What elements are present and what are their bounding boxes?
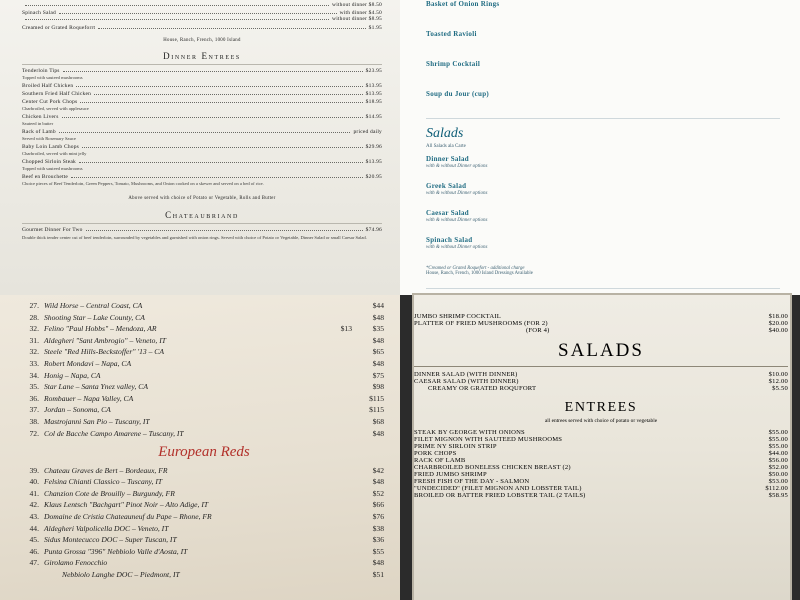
- board-content: [414, 313, 788, 499]
- dressings-note: House, Ranch, French, 1000 Island: [163, 38, 241, 43]
- list-item: Broiled Half Chicken $13.95: [22, 83, 382, 89]
- list-item: 72. Col de Bacche Campo Amarene – Tuscany, IT $48: [29, 428, 384, 438]
- panel-top-left-menu: [0, 0, 400, 295]
- list-item: 40. Felsina Chianti Classico – Tuscany, IT $48: [29, 477, 384, 487]
- menu-row: Spinach Salad with dinner $4.50: [22, 10, 382, 16]
- list-item: Dinner Salad with & without Dinner options: [426, 155, 488, 169]
- list-item: 32. Steele "Red Hills-Beckstoffer" '13 – CA $65: [29, 347, 384, 357]
- dressings-note: House, Ranch, French, 1000 Island Dressings Available: [426, 271, 533, 276]
- list-item: STEAK BY GEORGE WITH ONIONS $55.00: [414, 429, 788, 436]
- salads-heading: Salads: [426, 126, 464, 141]
- list-item: PLATTER OF FRIED MUSHROOMS (FOR 2) $20.00: [414, 320, 788, 327]
- list-item: 41. Chanzion Cote de Brouilly – Burgundy, FR $52: [29, 488, 384, 498]
- entree-list: [22, 68, 382, 188]
- salads-heading: SALADS: [558, 340, 644, 361]
- list-item: PRIME NY SIRLOIN STRIP $55.00: [414, 443, 788, 450]
- menu-row: without dinner $8.50: [22, 2, 382, 8]
- list-item: "UNDECIDED" (FILET MIGNON AND LOBSTER TAIL) $112.00: [414, 485, 788, 492]
- list-item: 43. Domaine de Cristia Chateauneuf du Pape – Rhone, FR $76: [29, 511, 384, 521]
- appetizer-salad-column: [426, 0, 780, 314]
- list-item: 27. Wild Horse – Central Coast, CA $44: [29, 301, 384, 310]
- list-item: 46. Punta Grossa "396" Nebbiolo Valle d'Aosta, IT $55: [29, 546, 384, 556]
- list-item: BROILED OR BATTER FRIED LOBSTER TAIL (2 TAILS) $58.95: [414, 492, 788, 499]
- dinner-entrees-heading: Dinner Entrees: [163, 51, 241, 61]
- list-item: Baby Loin Lamb Chops $29.96 Charbroiled, served with mint jelly: [22, 144, 382, 156]
- divider: [426, 288, 780, 289]
- list-item: 34. Honig – Napa, CA $75: [29, 370, 384, 380]
- divider: [22, 64, 382, 65]
- list-item: CAESAR SALAD (WITH DINNER) $12.00: [414, 378, 788, 385]
- wine-list: [24, 301, 384, 581]
- list-item: 36. Rombauer – Napa Valley, CA $115: [29, 393, 384, 403]
- list-item: Caesar Salad with & without Dinner options: [426, 209, 488, 223]
- list-item: Shrimp Cocktail: [426, 60, 481, 68]
- list-item: 33. Robert Mondavi – Napa, CA $48: [29, 358, 384, 368]
- list-item: CREAMY OR GRATED ROQUFORT $5.50: [428, 385, 788, 392]
- list-item: 35. Star Lane – Santa Ynez valley, CA $98: [29, 382, 384, 392]
- list-item: 28. Shooting Star – Lake County, CA $48: [29, 312, 384, 322]
- list-item: 45. Sidus Montecucco DOC – Super Tuscan, IT $36: [29, 535, 384, 545]
- list-item: FILET MIGNON WITH SAUTEED MUSHROOMS $55.00: [414, 436, 788, 443]
- list-item: Toasted Ravioli: [426, 30, 477, 38]
- top-salad-rows: without dinner $8.50 Spinach Salad with dinner $4.50 without dinner $8.95 Creamed or Grated Roqueforrt $1.95 House, Ranch, French, 1000 Island Dinner Entrees Tenderloin Tips $23.95 Topped with sauteed mushrooms Broiled Half Chicken $13.95 Southern Fried Half Chicken $13.95 Center Cut Pork Chops $18.95 Charbroiled, served with applesauce Chicken Livers $14.95 Sauteed in butter Rack of Lamb priced daily Served with Rosemary Sauce Baby Loin Lamb Chops $29.96 Charbroiled, served with mint jelly Chopped Sirloin Steak $13.95 Topped with sauteed mushrooms Beef en Brouchette $20.95 Choice pieces of Beef Tenderloin, Green Peppers, Tomato, Mushrooms, and Onion cooked on a skewer and served on a bed of rice. Above served with choice of Potato or Vegetable, Rolls and Butter Chateaubriand Gourmet Dinner For Two $74.96 Double thick tender center cut of beef tenderloin, surrounded by vegetables and garnished with onion rings. Served with choice of Potato or Vegetable, Dinner Salad or small Caesar Salad.: [22, 2, 382, 240]
- leader-dots: [59, 12, 337, 14]
- leader-dots: [98, 27, 365, 29]
- divider: [426, 118, 780, 119]
- entree-footnote: Above served with choice of Potato or Vegetable, Rolls and Butter: [128, 195, 276, 201]
- divider: [22, 223, 382, 224]
- list-item: 38. Mastrojanni San Pio – Tuscany, IT $68: [29, 416, 384, 426]
- list-item: Basket of Onion Rings: [426, 0, 500, 8]
- entrees-heading: ENTREES: [564, 400, 638, 415]
- list-item: Spinach Salad with & without Dinner options: [426, 236, 488, 250]
- leader-dots: [80, 101, 362, 103]
- list-item: 44. Aldegheri Valpolicella DOC – Veneto, IT $38: [29, 523, 384, 533]
- leader-dots: [59, 131, 351, 133]
- leader-dots: [25, 4, 329, 6]
- list-item: 31. Aldegheri "Sant Ambrogio" – Veneto, IT $48: [29, 335, 384, 345]
- list-item: CHARBROILED BONELESS CHICKEN BREAST (2) $52.00: [414, 464, 788, 471]
- leader-dots: [76, 85, 362, 87]
- leader-dots: [79, 161, 363, 163]
- salads-subtitle: All Salads ala Carte: [426, 144, 466, 149]
- leader-dots: [86, 229, 363, 231]
- leader-dots: [94, 93, 363, 95]
- menu-row: without dinner $8.95: [22, 16, 382, 22]
- roquefort-note: *Creamed or Grated Roquefort - additional charge: [426, 266, 525, 271]
- list-item: Chopped Sirloin Steak $13.95 Topped with sauteed mushrooms: [22, 159, 382, 171]
- list-item: (FOR 4) $40.00: [526, 327, 788, 334]
- list-item: JUMBO SHRIMP COCKTAIL $18.00: [414, 313, 788, 320]
- list-item: 39. Chateau Graves de Bert – Bordeaux, FR $42: [29, 465, 384, 475]
- list-item: RACK OF LAMB $56.00: [414, 457, 788, 464]
- panel-bottom-right-entrees-board: [400, 295, 800, 600]
- entrees-caption: all entrees served with choice of potato or vegetable: [544, 418, 658, 424]
- list-item: Nebbiolo Langhe DOC – Piedmont, IT $51: [62, 569, 384, 579]
- list-item: 32. Felino "Paul Hobbs" – Mendoza, AR $13 $35: [29, 324, 384, 334]
- list-item: Rack of Lamb priced daily Served with Rosemary Sauce: [22, 129, 382, 141]
- list-item: FRESH FISH OF THE DAY - SALMON $53.00: [414, 478, 788, 485]
- list-item: Chicken Livers $14.95 Sauteed in butter: [22, 114, 382, 126]
- list-item: 47. Girolamo Fenocchio $48: [29, 558, 384, 568]
- menu-row: Creamed or Grated Roqueforrt $1.95: [22, 25, 382, 31]
- list-item: Southern Fried Half Chicken $13.95: [22, 91, 382, 97]
- panel-top-right-menu: [400, 0, 800, 295]
- list-item: Greek Salad with & without Dinner options: [426, 182, 488, 196]
- european-reds-heading: European Reds: [158, 443, 250, 460]
- leader-dots: [63, 70, 363, 72]
- list-item: 37. Jordan – Sonoma, CA $115: [29, 405, 384, 415]
- leader-dots: [25, 18, 329, 20]
- panel-bottom-left-wine-list: [0, 295, 400, 600]
- leader-dots: [62, 116, 363, 118]
- list-item: Beef en Brouchette $20.95 Choice pieces of Beef Tenderloin, Green Peppers, Tomato, Mushrooms, and Onion cooked on a skewer and served on a bed of rice.: [22, 174, 382, 186]
- list-item: PORK CHOPS $44.00: [414, 450, 788, 457]
- list-item: Center Cut Pork Chops $18.95 Charbroiled, served with applesauce: [22, 99, 382, 111]
- list-item: FRIED JUMBO SHRIMP $50.00: [414, 471, 788, 478]
- list-item: DINNER SALAD (WITH DINNER) $10.00: [414, 371, 788, 378]
- divider: [414, 366, 788, 367]
- leader-dots: [71, 176, 363, 178]
- chateaubriand-heading: Chateaubriand: [165, 209, 239, 220]
- leader-dots: [82, 146, 363, 148]
- list-item: Tenderloin Tips $23.95 Topped with sauteed mushrooms: [22, 68, 382, 80]
- list-item: 42. Klaus Lentsch "Bachgart" Pinot Noir – Alto Adige, IT $66: [29, 500, 384, 510]
- list-item: Soup du Jour (cup): [426, 90, 490, 98]
